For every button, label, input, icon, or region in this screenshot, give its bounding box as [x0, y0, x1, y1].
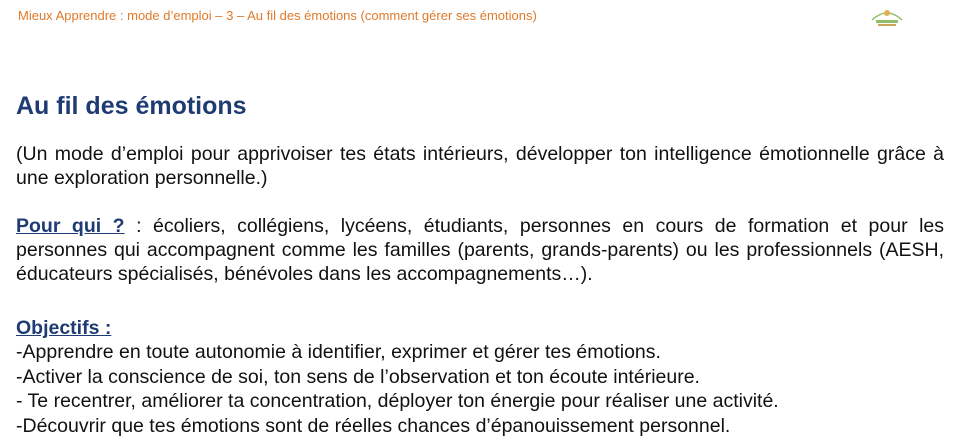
objectives-list	[16, 340, 779, 438]
audience-paragraph	[16, 214, 944, 286]
audience-label: Pour qui ?	[16, 215, 125, 237]
school-logo-icon	[868, 4, 906, 28]
intro-paragraph: (Un mode d’emploi pour apprivoiser tes états intérieurs, développer ton intelligence émotionnelle grâce à une exploration personnelle.)	[16, 143, 944, 189]
objective-item: - Te recentrer, améliorer ta concentration, déployer ton énergie pour réaliser une activité.	[16, 390, 779, 412]
objective-item: -Découvrir que tes émotions sont de réelles chances d’épanouissement personnel.	[16, 414, 731, 437]
audience-text: : écoliers, collégiens, lycéens, étudiants, personnes en cours de formation et pour les personnes qui accompagnent comme les familles (parents, grands-parents) ou les professionnels (AESH, éducateurs spécialisés, bénévoles dans les accompagnements…).	[16, 215, 944, 285]
objective-item: -Apprendre en toute autonomie à identifier, exprimer et gérer tes émotions.	[16, 341, 661, 363]
document-header: Mieux Apprendre : mode d’emploi – 3 – Au fil des émotions (comment gérer ses émotions)	[18, 8, 537, 23]
page-title: Au fil des émotions	[16, 92, 247, 120]
objective-item: -Activer la conscience de soi, ton sens de l’observation et ton écoute intérieure.	[16, 365, 700, 388]
objectives-heading: Objectifs :	[16, 317, 112, 339]
